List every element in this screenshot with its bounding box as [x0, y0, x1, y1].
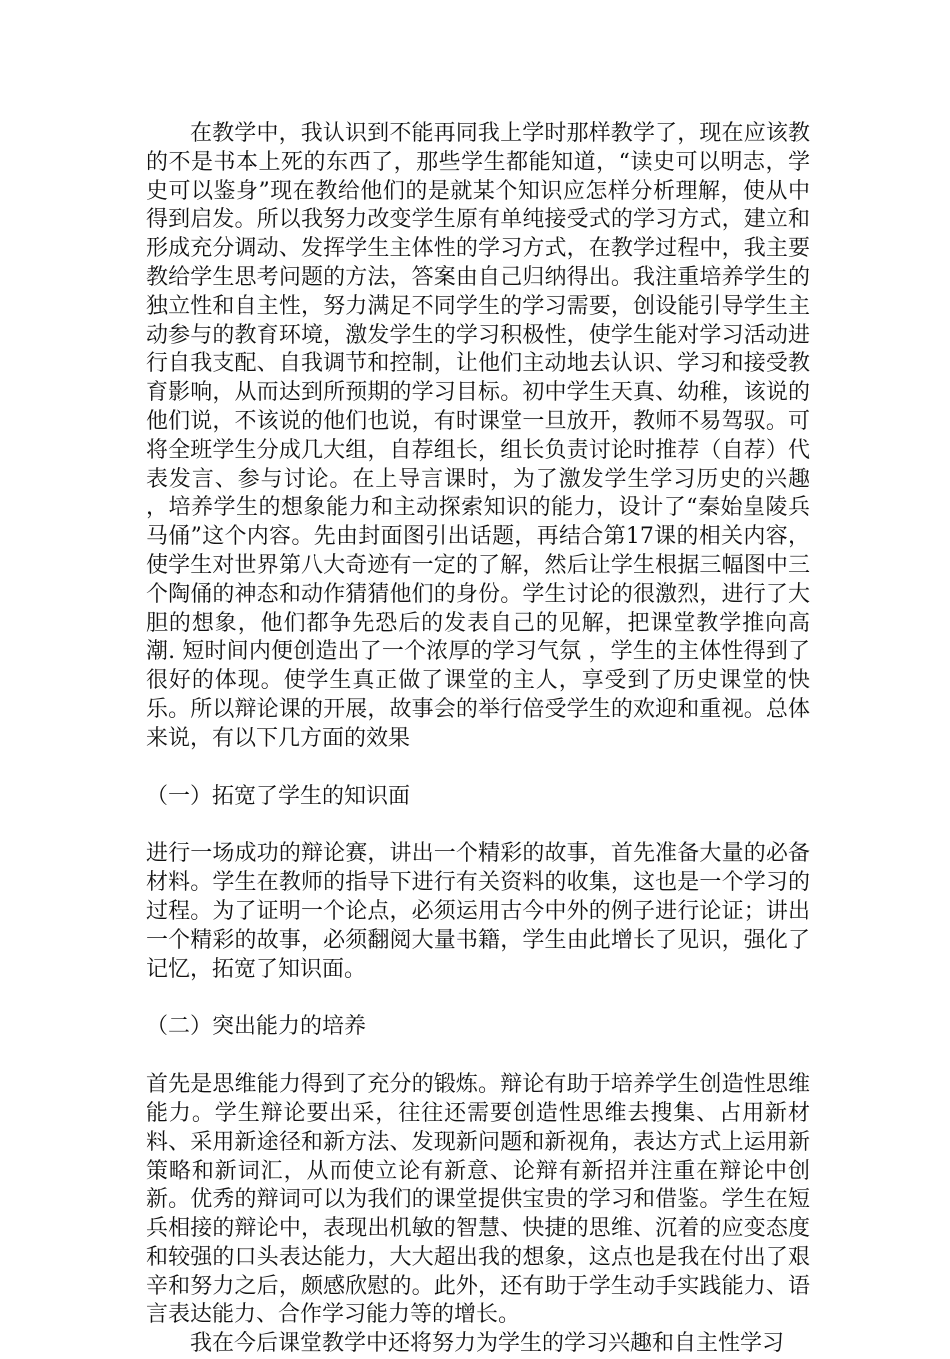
section-heading: （二）突出能力的培养 [146, 1014, 367, 1040]
body-paragraph: 在教学中，我认识到不能再同我上学时那样教学了，现在应该教的不是书本上死的东西了，那些学生都能知道，“读史可以明志，学史可以鉴身”现在教给他们的是就某个知识应怎样分析理解，使从中得到启发。所以我努力改变学生原有单纯接受式的学习方式，建立和形成充分调动、发挥学生主体性的学习方式，在教学过程中，我主要教给学生思考问题的方法，答案由自己归纳得出。我注重培养学生的独立性和自主性，努力满足不同学生的学习需要，创设能引导学生主动参与的教育环境，激发学生的学习积极性，使学生能对学习活动进行自我支配、自我调节和控制，让他们主动地去认识、学习和接受教育影响，从而达到所预期的学习目标。初中学生天真、幼稚，该说的他们说，不该说的他们也说，有时课堂一旦放开，教师不易驾驭。可将全班学生分成几大组，自荐组长，组长负责讨论时推荐（自荐）代表发言、参与讨论。在上导言课时，为了激发学生学习历史的兴趣 ，培养学生的想象能力和主动探索知识的能力，设计了“秦始皇陵兵马俑”这个内容。先由封面图引出话题，再结合第17课的相关内容，使学生对世界第八大奇迹有一定的了解，然后让学生根据三幅图中三个陶俑的神态和动作猜猜他们的身份。学生讨论的很激烈，进行了大胆的想象，他们都争先恐后的发表自己的见解，把课堂教学推向高潮. 短时间内便创造出了一个浓厚的学习气氛 ，学生的主体性得到了很好的体现。使学生真正做了课堂的主人，享受到了历史课堂的快乐。所以辩论课的开展，故事会的举行倍受学生的欢迎和重视。总体来说，有以下几方面的效果 [146, 121, 810, 751]
document-body [146, 120, 810, 1359]
section-heading: （一）拓宽了学生的知识面 [146, 783, 411, 809]
body-paragraph: 首先是思维能力得到了充分的锻炼。辩论有助于培养学生创造性思维能力。学生辩论要出采，往往还需要创造性思维去搜集、占用新材料、采用新途径和新方法、发现新问题和新视角，表达方式上运用新策略和新词汇，从而使立论有新意、论辩有新招并注重在辩论中创新。优秀的辩词可以为我们的课堂提供宝贵的学习和借鉴。学生在短兵相接的辩论中，表现出机敏的智慧、快捷的思维、沉着的应变态度和较强的口头表达能力，大大超出我的想象，这点也是我在付出了艰辛和努力之后，颇感欣慰的。此外，还有助于学生动手实践能力、语言表达能力、合作学习能力等的增长。 [146, 1072, 810, 1328]
body-paragraph: 我在今后课堂教学中还将努力为学生的学习兴趣和自主性学习 [190, 1331, 785, 1357]
body-paragraph: 进行一场成功的辩论赛，讲出一个精彩的故事，首先准备大量的必备材料。学生在教师的指导下进行有关资料的收集，这也是一个学习的过程。为了证明一个论点，必须运用古今中外的例子进行论证；讲出一个精彩的故事，必须翻阅大量书籍，学生由此增长了见识，强化了记忆，拓宽了知识面。 [146, 841, 810, 982]
